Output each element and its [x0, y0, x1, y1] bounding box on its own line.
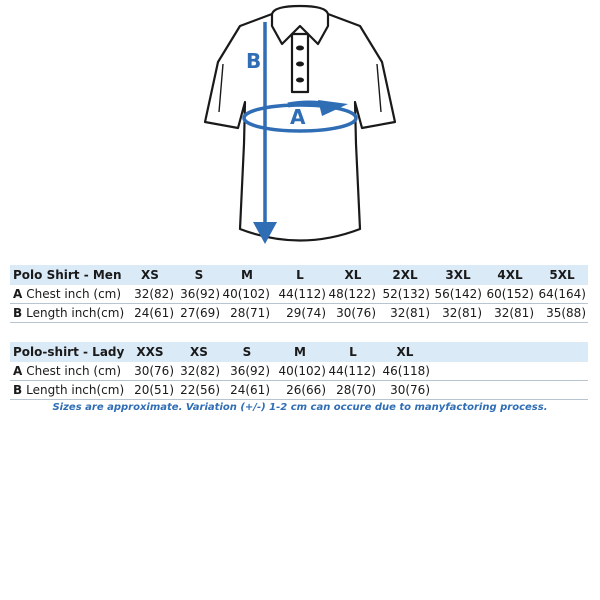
table-cell: 20(51) [124, 381, 176, 400]
button-icon [296, 62, 304, 67]
men-size-table [10, 265, 588, 323]
label-a: A [290, 105, 306, 129]
table-row [10, 362, 588, 381]
lady-size-table [10, 342, 588, 400]
table-cell: 32(82) [124, 285, 176, 304]
size-label: 2XL [378, 265, 432, 285]
size-label: L [272, 265, 328, 285]
table-cell: 64(164) [536, 285, 588, 304]
table-cell: 35(88) [536, 304, 588, 323]
table-cell: 28(70) [328, 381, 378, 400]
table-cell: 44(112) [272, 285, 328, 304]
table-cell: 29(74) [272, 304, 328, 323]
table-cell: 44(112) [328, 362, 378, 381]
size-label: XL [378, 342, 432, 362]
size-label: 4XL [484, 265, 536, 285]
table-cell: 26(66) [272, 381, 328, 400]
table-cell: 30(76) [328, 304, 378, 323]
size-label: XS [176, 342, 222, 362]
polo-shirt-diagram [200, 4, 400, 249]
table-cell: 40(102) [272, 362, 328, 381]
table-cell: 24(61) [222, 381, 272, 400]
disclaimer-note: Sizes are approximate. Variation (+/-) 1-2 cm can occure due to manyfactoring process. [52, 402, 548, 413]
row-label: A Chest inch (cm) [10, 285, 124, 304]
table-cell: 30(76) [124, 362, 176, 381]
table-header-row [10, 342, 588, 362]
size-label: 5XL [536, 265, 588, 285]
size-label: XL [328, 265, 378, 285]
table-cell: 27(69) [176, 304, 222, 323]
button-icon [296, 78, 304, 83]
table-cell: 22(56) [176, 381, 222, 400]
table-cell: 32(81) [432, 304, 484, 323]
table-cell: 48(122) [328, 285, 378, 304]
table-cell: 30(76) [378, 381, 432, 400]
table-title: Polo-shirt - Lady [10, 342, 124, 362]
size-label: XXS [124, 342, 176, 362]
row-label: A Chest inch (cm) [10, 362, 124, 381]
table-row [10, 381, 588, 400]
size-label: L [328, 342, 378, 362]
button-icon [296, 46, 304, 51]
table-cell: 46(118) [378, 362, 432, 381]
table-cell: 32(81) [484, 304, 536, 323]
table-title: Polo Shirt - Men [10, 265, 124, 285]
row-label: B Length inch(cm) [10, 381, 124, 400]
table-cell: 28(71) [222, 304, 272, 323]
size-label: M [222, 265, 272, 285]
table-header-row [10, 265, 588, 285]
size-label: XS [124, 265, 176, 285]
row-label: B Length inch(cm) [10, 304, 124, 323]
table-cell: 24(61) [124, 304, 176, 323]
table-cell: 36(92) [176, 285, 222, 304]
size-label: 3XL [432, 265, 484, 285]
polo-shirt-illustration [200, 4, 400, 249]
table-cell: 52(132) [378, 285, 432, 304]
size-label: S [222, 342, 272, 362]
table-row [10, 285, 588, 304]
table-cell: 56(142) [432, 285, 484, 304]
table-cell: 40(102) [222, 285, 272, 304]
table-cell: 60(152) [484, 285, 536, 304]
table-cell: 36(92) [222, 362, 272, 381]
table-row [10, 304, 588, 323]
size-label: M [272, 342, 328, 362]
size-label: S [176, 265, 222, 285]
label-b: B [246, 49, 262, 73]
table-cell: 32(82) [176, 362, 222, 381]
table-cell: 32(81) [378, 304, 432, 323]
